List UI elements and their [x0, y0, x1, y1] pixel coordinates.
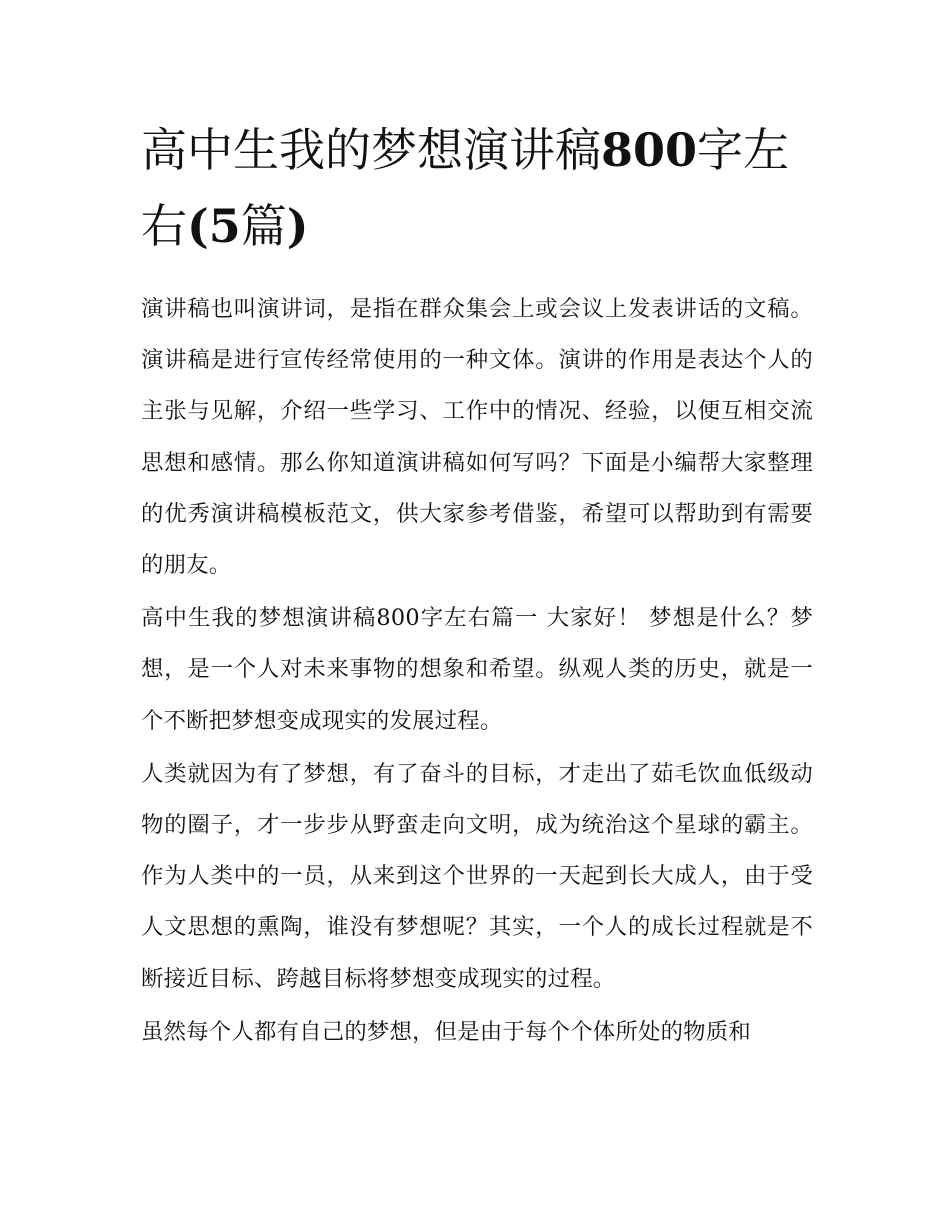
paragraph-intro: 演讲稿也叫演讲词，是指在群众集会上或会议上发表讲话的文稿。演讲稿是进行宣传经常使用的一种文体。演讲的作用是表达个人的主张与见解，介绍一些学习、工作中的情况、经验，以便互相交流思想和感情。那么你知道演讲稿如何写吗？下面是小编帮大家整理的优秀演讲稿模板范文，供大家参考借鉴，希望可以帮助到有需要的朋友。: [141, 296, 813, 579]
paragraph-2: 人类就因为有了梦想，有了奋斗的目标，才走出了茹毛饮血低级动物的圈子，才一步步从野蛮走向文明，成为统治这个星球的霸主。作为人类中的一员，从来到这个世界的一天起到长大成人，由于受人文思想的熏陶，谁没有梦想呢？其实，一个人的成长过程就是不断接近目标、跨越目标将梦想变成现实的过程。: [141, 760, 813, 992]
document-title: [141, 112, 813, 264]
paragraph-1: 高中生我的梦想演讲稿800字左右篇一 大家好！ 梦想是什么？梦想，是一个人对未来事物的想象和希望。纵观人类的历史，就是一个不断把梦想变成现实的发展过程。: [141, 605, 813, 734]
paragraph-3: 虽然每个人都有自己的梦想，但是由于每个个体所处的物质和: [141, 1018, 751, 1045]
title-close-paren: ): [286, 199, 309, 253]
title-text-1: 高中生我的梦想演讲稿: [141, 123, 601, 177]
document-body: [141, 284, 813, 1058]
title-text-3: 篇: [240, 199, 287, 253]
title-number: 800: [601, 123, 698, 177]
title-text-2: 字左右: [141, 123, 790, 253]
document-page: [141, 112, 813, 1060]
title-count: (5: [187, 199, 241, 253]
